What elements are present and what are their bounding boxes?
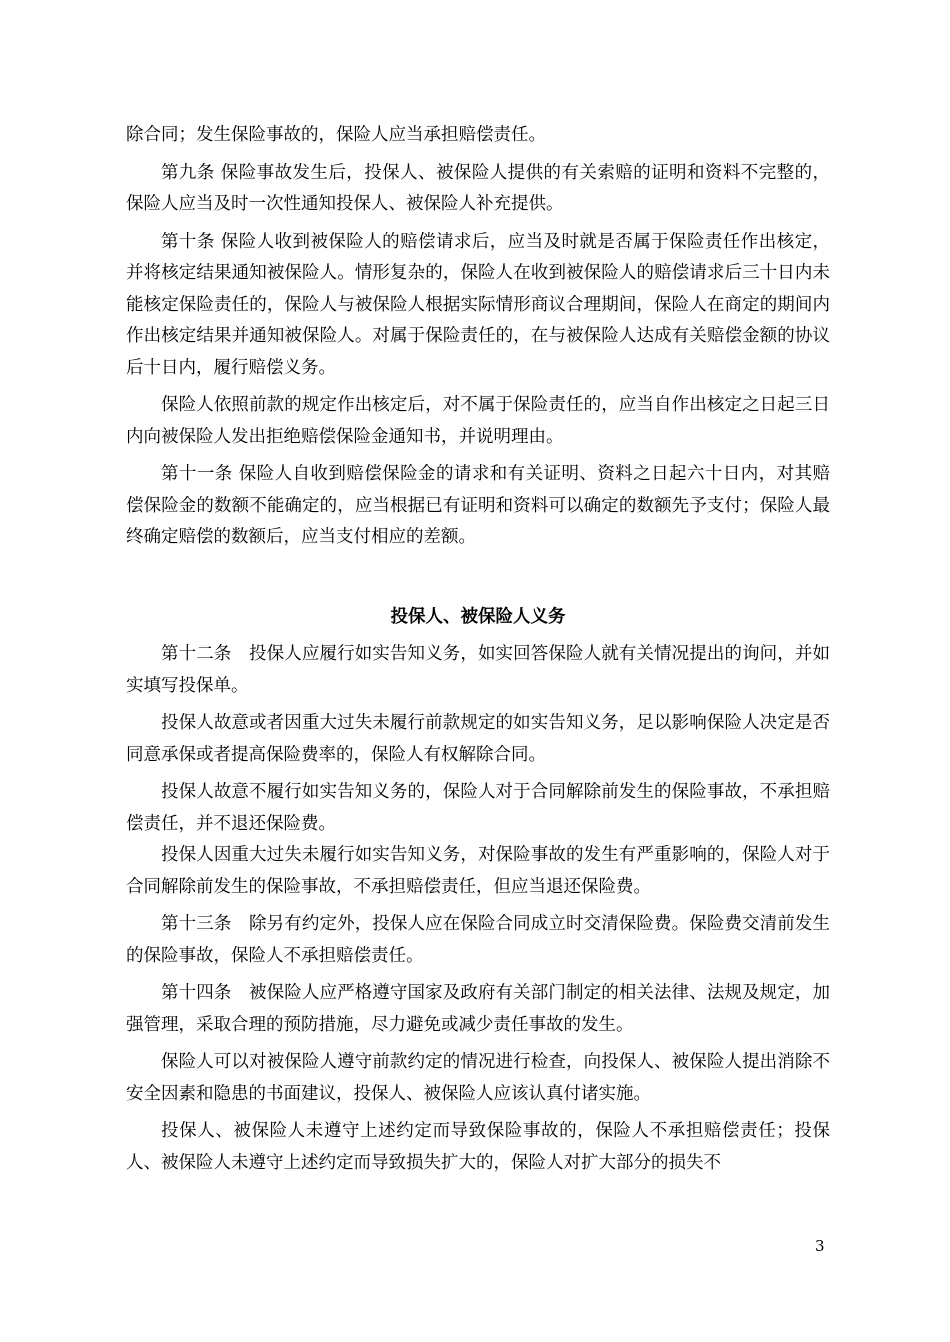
section-heading-obligations: 投保人、被保险人义务	[390, 606, 566, 627]
paragraph-article-9: 第九条 保险事故发生后，投保人、被保险人提供的有关索赔的证明和资料不完整的，保险人应当及时一次性通知投保人、被保险人补充提供。	[126, 162, 830, 214]
paragraph-article-11: 第十一条 保险人自收到赔偿保险金的请求和有关证明、资料之日起六十日内，对其赔偿保险金的数额不能确定的，应当根据已有证明和资料可以确定的数额先予支付；保险人最终确定赔偿的数额后，应当支付相应的差额。	[126, 464, 830, 547]
paragraph-article-12-intentional: 投保人故意不履行如实告知义务的，保险人对于合同解除前发生的保险事故，不承担赔偿责任，并不退还保险费。	[126, 782, 830, 834]
document-body	[126, 120, 830, 1185]
paragraph-article-12-negligence: 投保人因重大过失未履行如实告知义务，对保险事故的发生有严重影响的，保险人对于合同解除前发生的保险事故，不承担赔偿责任，但应当退还保险费。	[126, 845, 830, 897]
paragraph-contract-termination: 除合同；发生保险事故的，保险人应当承担赔偿责任。	[126, 125, 546, 145]
paragraph-article-13: 第十三条 除另有约定外，投保人应在保险合同成立时交清保险费。保险费交清前发生的保险事故，保险人不承担赔偿责任。	[126, 914, 830, 966]
paragraph-article-14: 第十四条 被保险人应严格遵守国家及政府有关部门制定的相关法律、法规及规定，加强管理，采取合理的预防措施，尽力避免或减少责任事故的发生。	[126, 983, 830, 1035]
paragraph-article-12: 第十二条 投保人应履行如实告知义务，如实回答保险人就有关情况提出的询问，并如实填写投保单。	[126, 644, 830, 696]
page-number: 3	[815, 1237, 825, 1255]
paragraph-article-10-rejection: 保险人依照前款的规定作出核定后，对不属于保险责任的，应当自作出核定之日起三日内向被保险人发出拒绝赔偿保险金通知书，并说明理由。	[126, 395, 830, 447]
paragraph-article-12-breach: 投保人故意或者因重大过失未履行前款规定的如实告知义务，足以影响保险人决定是否同意承保或者提高保险费率的，保险人有权解除合同。	[126, 713, 830, 765]
paragraph-article-14-inspection: 保险人可以对被保险人遵守前款约定的情况进行检查，向投保人、被保险人提出消除不安全因素和隐患的书面建议，投保人、被保险人应该认真付诸实施。	[126, 1052, 830, 1104]
paragraph-article-10: 第十条 保险人收到被保险人的赔偿请求后，应当及时就是否属于保险责任作出核定，并将核定结果通知被保险人。情形复杂的，保险人在收到被保险人的赔偿请求后三十日内未能核定保险责任的，保险人与被保险人根据实际情形商议合理期间，保险人在商定的期间内作出核定结果并通知被保险人。对属于保险责任的，在与被保险人达成有关赔偿金额的协议后十日内，履行赔偿义务。	[126, 231, 830, 378]
paragraph-article-14-noncompliance: 投保人、被保险人未遵守上述约定而导致保险事故的，保险人不承担赔偿责任；投保人、被保险人未遵守上述约定而导致损失扩大的，保险人对扩大部分的损失不	[126, 1121, 830, 1173]
